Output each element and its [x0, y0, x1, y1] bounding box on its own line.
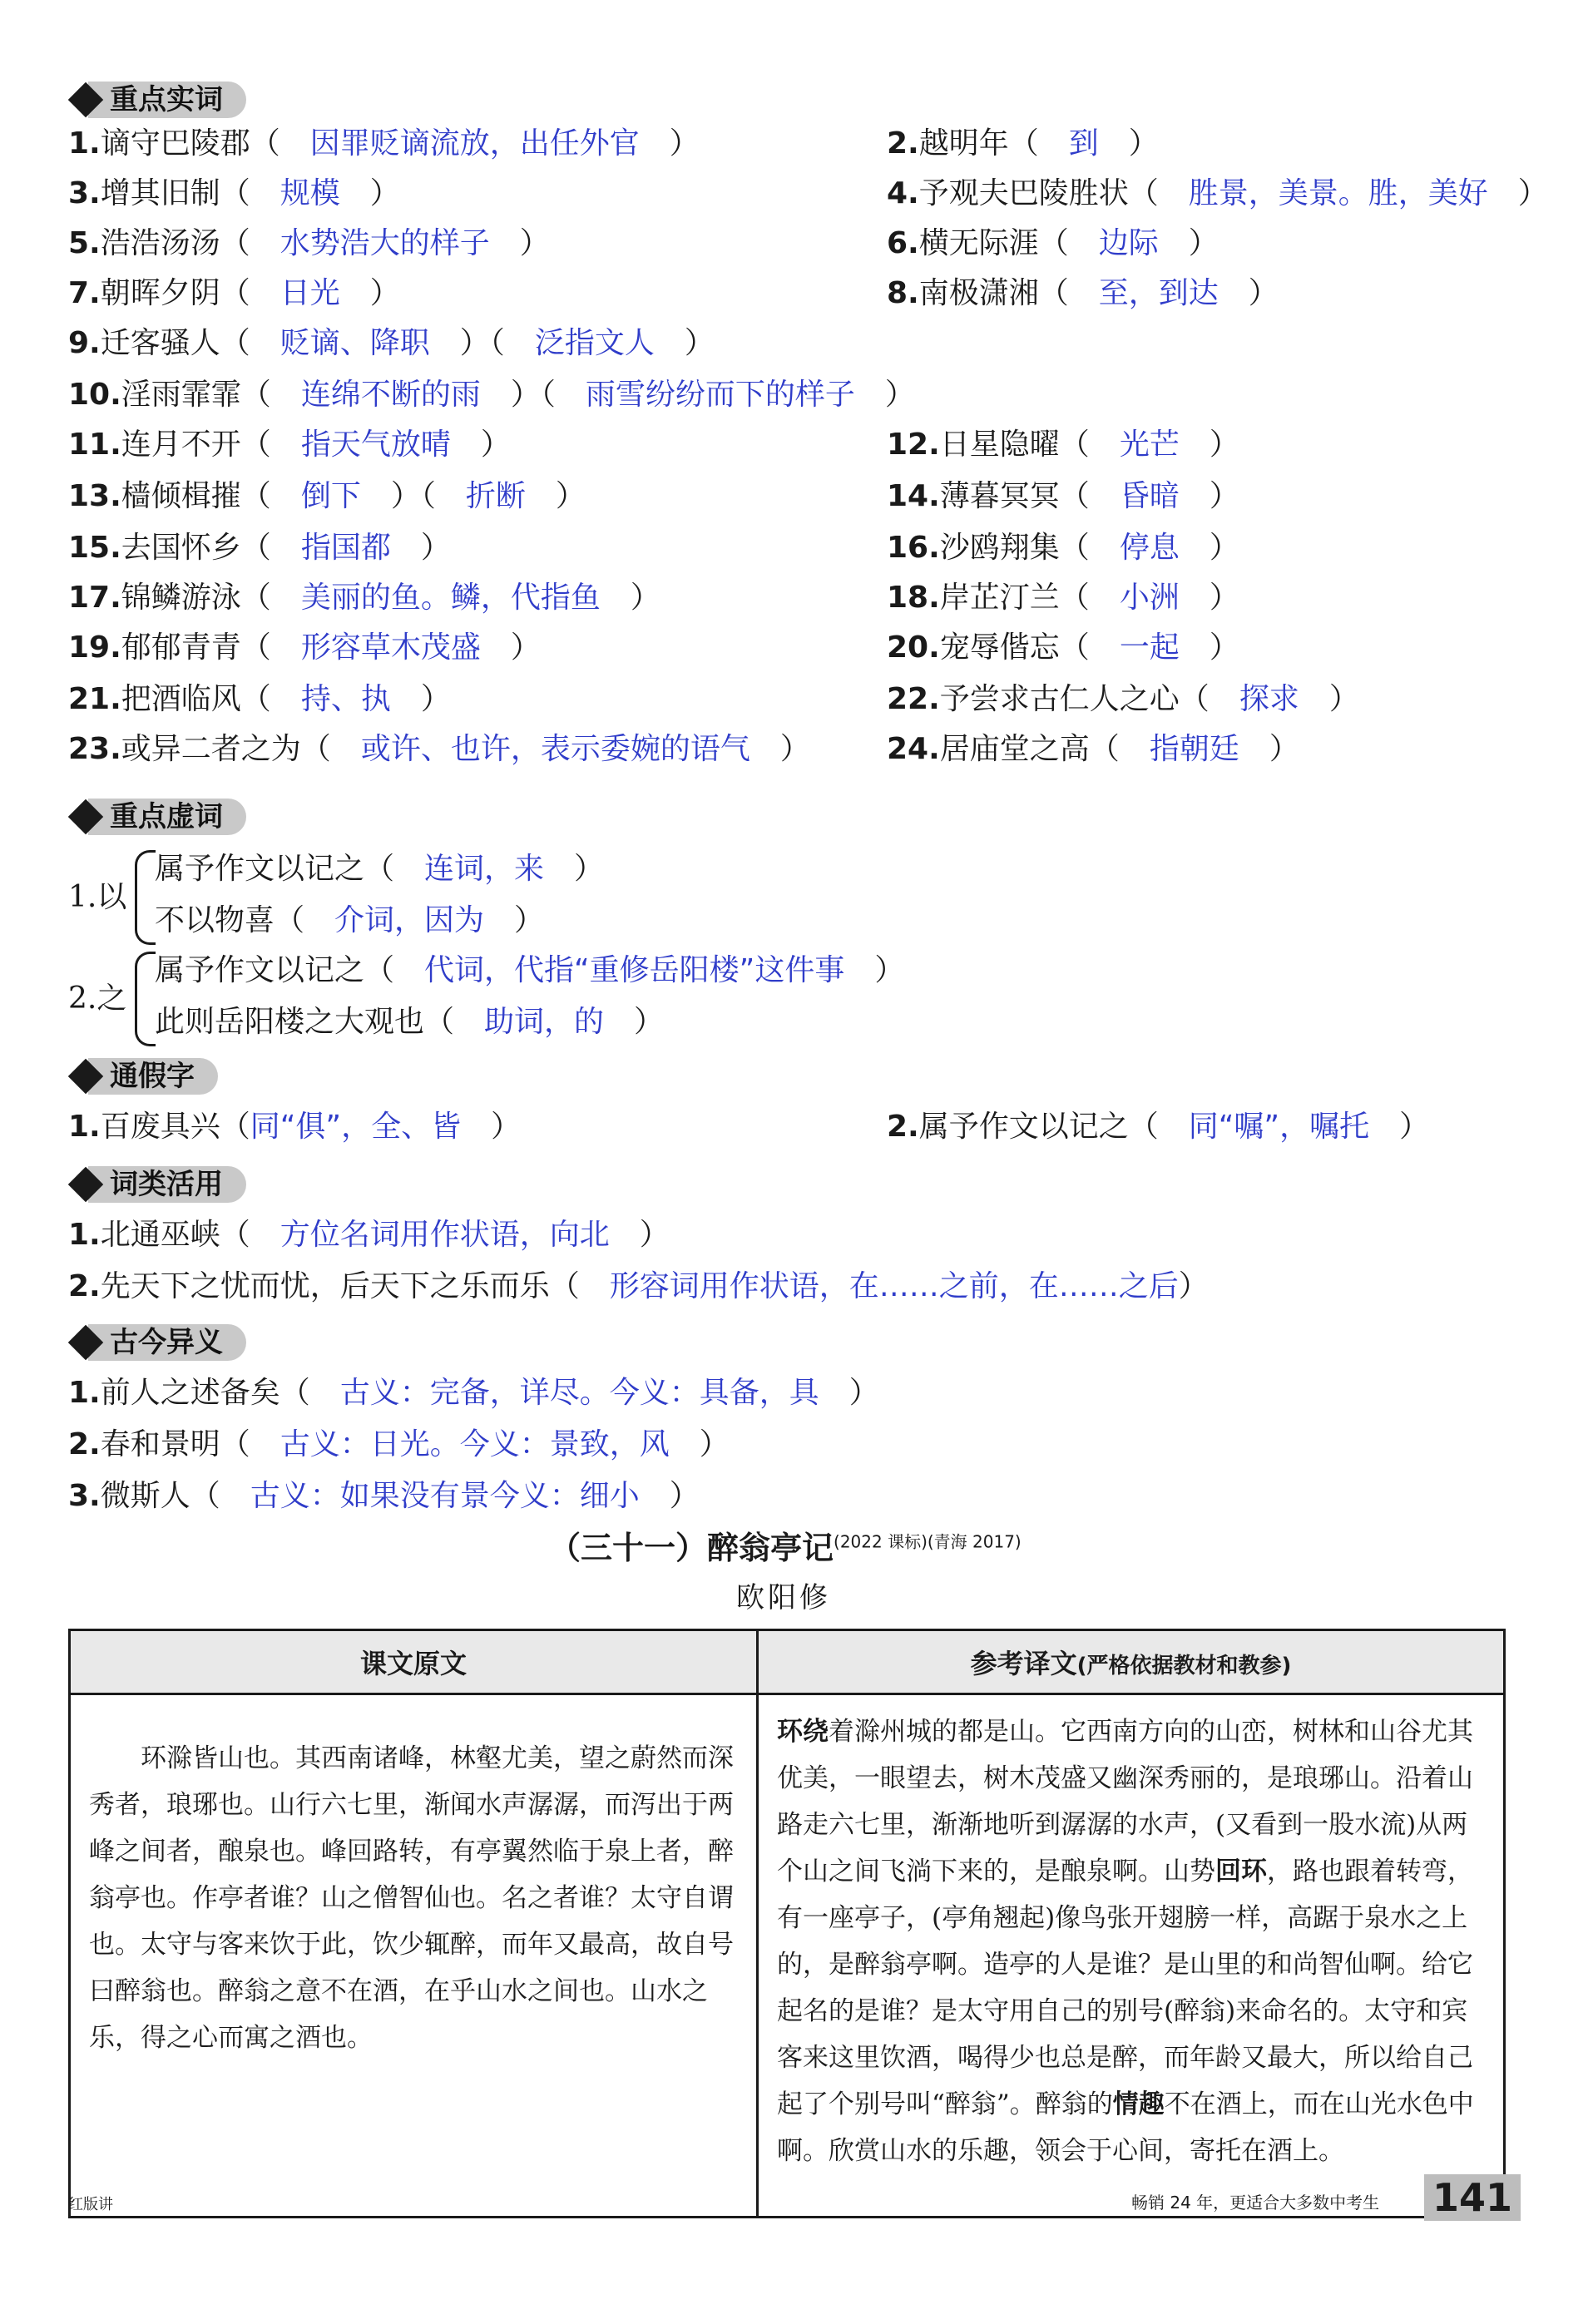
- translation-text: 环绕着滁州城的都是山。它西南方向的山峦，树林和山谷尤其优美，一眼望去，树木茂盛又幽深秀丽的，是琅琊山。沿着山路走六七里，渐渐地听到潺潺的水声，(又看到一股水流)从两个山之间飞淌下来的，是酿泉啊。山势回环，路也跟着转弯，有一座亭子，(亭角翘起)像鸟张开翅膀一样，高踞于泉水之上的，是醉翁亭啊。造亭的人是谁？是山里的和尚智仙啊。给它起名的是谁？是太守用自己的别号(醉翁)来命名的。太守和宾客来这里饮酒，喝得少也总是醉，而年龄又最大，所以给自己起了个别号叫“醉翁”。醉翁的情趣不在酒上，而在山光水色中啊。欣赏山水的乐趣，领会于心间，寄托在酒上。: [758, 1694, 1505, 2218]
- shici-item: 13.樯倾楫摧（ 倒下 ）（ 折断 ）: [68, 479, 586, 513]
- shici-item: 7.朝晖夕阴（ 日光 ）: [68, 276, 400, 310]
- shici-item: 3.增其旧制（ 规模 ）: [68, 176, 400, 210]
- section-title: 通假字: [88, 1058, 218, 1095]
- shici-item: 19.郁郁青青（ 形容草木茂盛 ）: [68, 630, 541, 665]
- footer-brand: 红版讲: [68, 2196, 113, 2213]
- brace-icon: [135, 850, 156, 945]
- text-translation-table: [68, 1629, 1506, 2218]
- gujin-item: 3.微斯人（ 古义：如果没有景今义：细小 ）: [68, 1479, 700, 1513]
- shici-item: 8.南极潇湘（ 至，到达 ）: [887, 276, 1279, 310]
- xuci-item: 不以物喜（ 介词，因为 ）: [155, 903, 545, 937]
- shici-item: 2.越明年（ 到 ）: [887, 126, 1159, 161]
- gujin-item: 1.前人之述备矣（ 古义：完备，详尽。今义：具备，具 ）: [68, 1376, 879, 1410]
- shici-item: 18.岸芷汀兰（ 小洲 ）: [887, 581, 1239, 615]
- huoyong-item: 1.北通巫峡（ 方位名词用作状语，向北 ）: [68, 1218, 670, 1252]
- shici-item: 5.浩浩汤汤（ 水势浩大的样子 ）: [68, 226, 550, 260]
- section-title: 重点虚词: [88, 799, 246, 835]
- shici-item: 10.淫雨霏霏（ 连绵不断的雨 ）（ 雨雪纷纷而下的样子 ）: [68, 378, 915, 412]
- lesson-title: （三十一）醉翁亭记$^{(2022 课标)(青海 2017)}$: [549, 1530, 1022, 1566]
- footer-slogan: 畅销 24 年，更适合大多数中考生: [1131, 2193, 1380, 2213]
- section-header-huoyong: [67, 1163, 246, 1206]
- shici-item: 15.去国怀乡（ 指国都 ）: [68, 531, 451, 565]
- column-header-translation: 参考译文(严格依据教材和教参): [758, 1630, 1505, 1694]
- section-header-gujin: [67, 1321, 246, 1364]
- section-header-xuci: [67, 795, 246, 838]
- xuci-group-1-label: 1.以: [68, 880, 127, 914]
- section-header-shici: [67, 78, 246, 121]
- shici-item: 12.日星隐曜（ 光芒 ）: [887, 428, 1239, 462]
- shici-item: 1.谪守巴陵郡（ 因罪贬谪流放，出任外官 ）: [68, 126, 700, 161]
- xuci-item: 属予作文以记之（ 代词，代指“重修岳阳楼”这件事 ）: [155, 953, 905, 987]
- shici-item: 11.连月不开（ 指天气放晴 ）: [68, 428, 511, 462]
- section-header-tongjia: [67, 1055, 218, 1098]
- shici-item: 14.薄暮冥冥（ 昏暗 ）: [887, 479, 1239, 513]
- lesson-author: 欧阳修: [736, 1581, 831, 1614]
- page-number: 141: [1424, 2174, 1521, 2221]
- shici-item: 23.或异二者之为（ 或许、也许，表示委婉的语气 ）: [68, 732, 810, 766]
- section-title: 重点实词: [88, 82, 246, 118]
- section-title: 古今异义: [88, 1324, 246, 1361]
- shici-item: 21.把酒临风（ 持、执 ）: [68, 682, 451, 716]
- section-title: 词类活用: [88, 1166, 246, 1203]
- shici-item: 9.迁客骚人（ 贬谪、降职 ）（ 泛指文人 ）: [68, 326, 715, 360]
- shici-item: 16.沙鸥翔集（ 停息 ）: [887, 531, 1239, 565]
- huoyong-item: 2.先天下之忧而忧，后天下之乐而乐（ 形容词用作状语，在……之前，在……之后）: [68, 1269, 1209, 1303]
- shici-item: 17.锦鳞游泳（ 美丽的鱼。鳞，代指鱼 ）: [68, 581, 660, 615]
- column-header-original: 课文原文: [70, 1630, 758, 1694]
- shici-item: 4.予观夫巴陵胜状（ 胜景，美景。胜，美好 ）: [887, 176, 1548, 210]
- shici-item: 20.宠辱偕忘（ 一起 ）: [887, 630, 1239, 665]
- gujin-item: 2.春和景明（ 古义：日光。今义：景致，风 ）: [68, 1427, 730, 1461]
- shici-item: 22.予尝求古仁人之心（ 探求 ）: [887, 682, 1359, 716]
- lesson-tags: (2022 课标)(青海 2017): [834, 1531, 1022, 1552]
- shici-item: 6.横无际涯（ 边际 ）: [887, 226, 1219, 260]
- xuci-item: 此则岳阳楼之大观也（ 助词，的 ）: [155, 1005, 665, 1039]
- xuci-item: 属予作文以记之（ 连词，来 ）: [155, 852, 605, 886]
- brace-icon: [135, 952, 156, 1046]
- original-text: 环滁皆山也。其西南诸峰，林壑尤美，望之蔚然而深秀者，琅琊也。山行六七里，渐闻水声潺潺，而泻出于两峰之间者，酿泉也。峰回路转，有亭翼然临于泉上者，醉翁亭也。作亭者谁？山之僧智仙也。名之者谁？太守自谓也。太守与客来饮于此，饮少辄醉，而年又最高，故自号曰醉翁也。醉翁之意不在酒，在乎山水之间也。山水之乐，得之心而寓之酒也。: [70, 1694, 758, 2218]
- tongjia-item: 1.百废具兴（同“俱”，全、皆 ）: [68, 1110, 522, 1144]
- shici-item: 24.居庙堂之高（ 指朝廷 ）: [887, 732, 1299, 766]
- xuci-group-2-label: 2.之: [68, 982, 127, 1016]
- tongjia-item: 2.属予作文以记之（ 同“嘱”，嘱托 ）: [887, 1110, 1430, 1144]
